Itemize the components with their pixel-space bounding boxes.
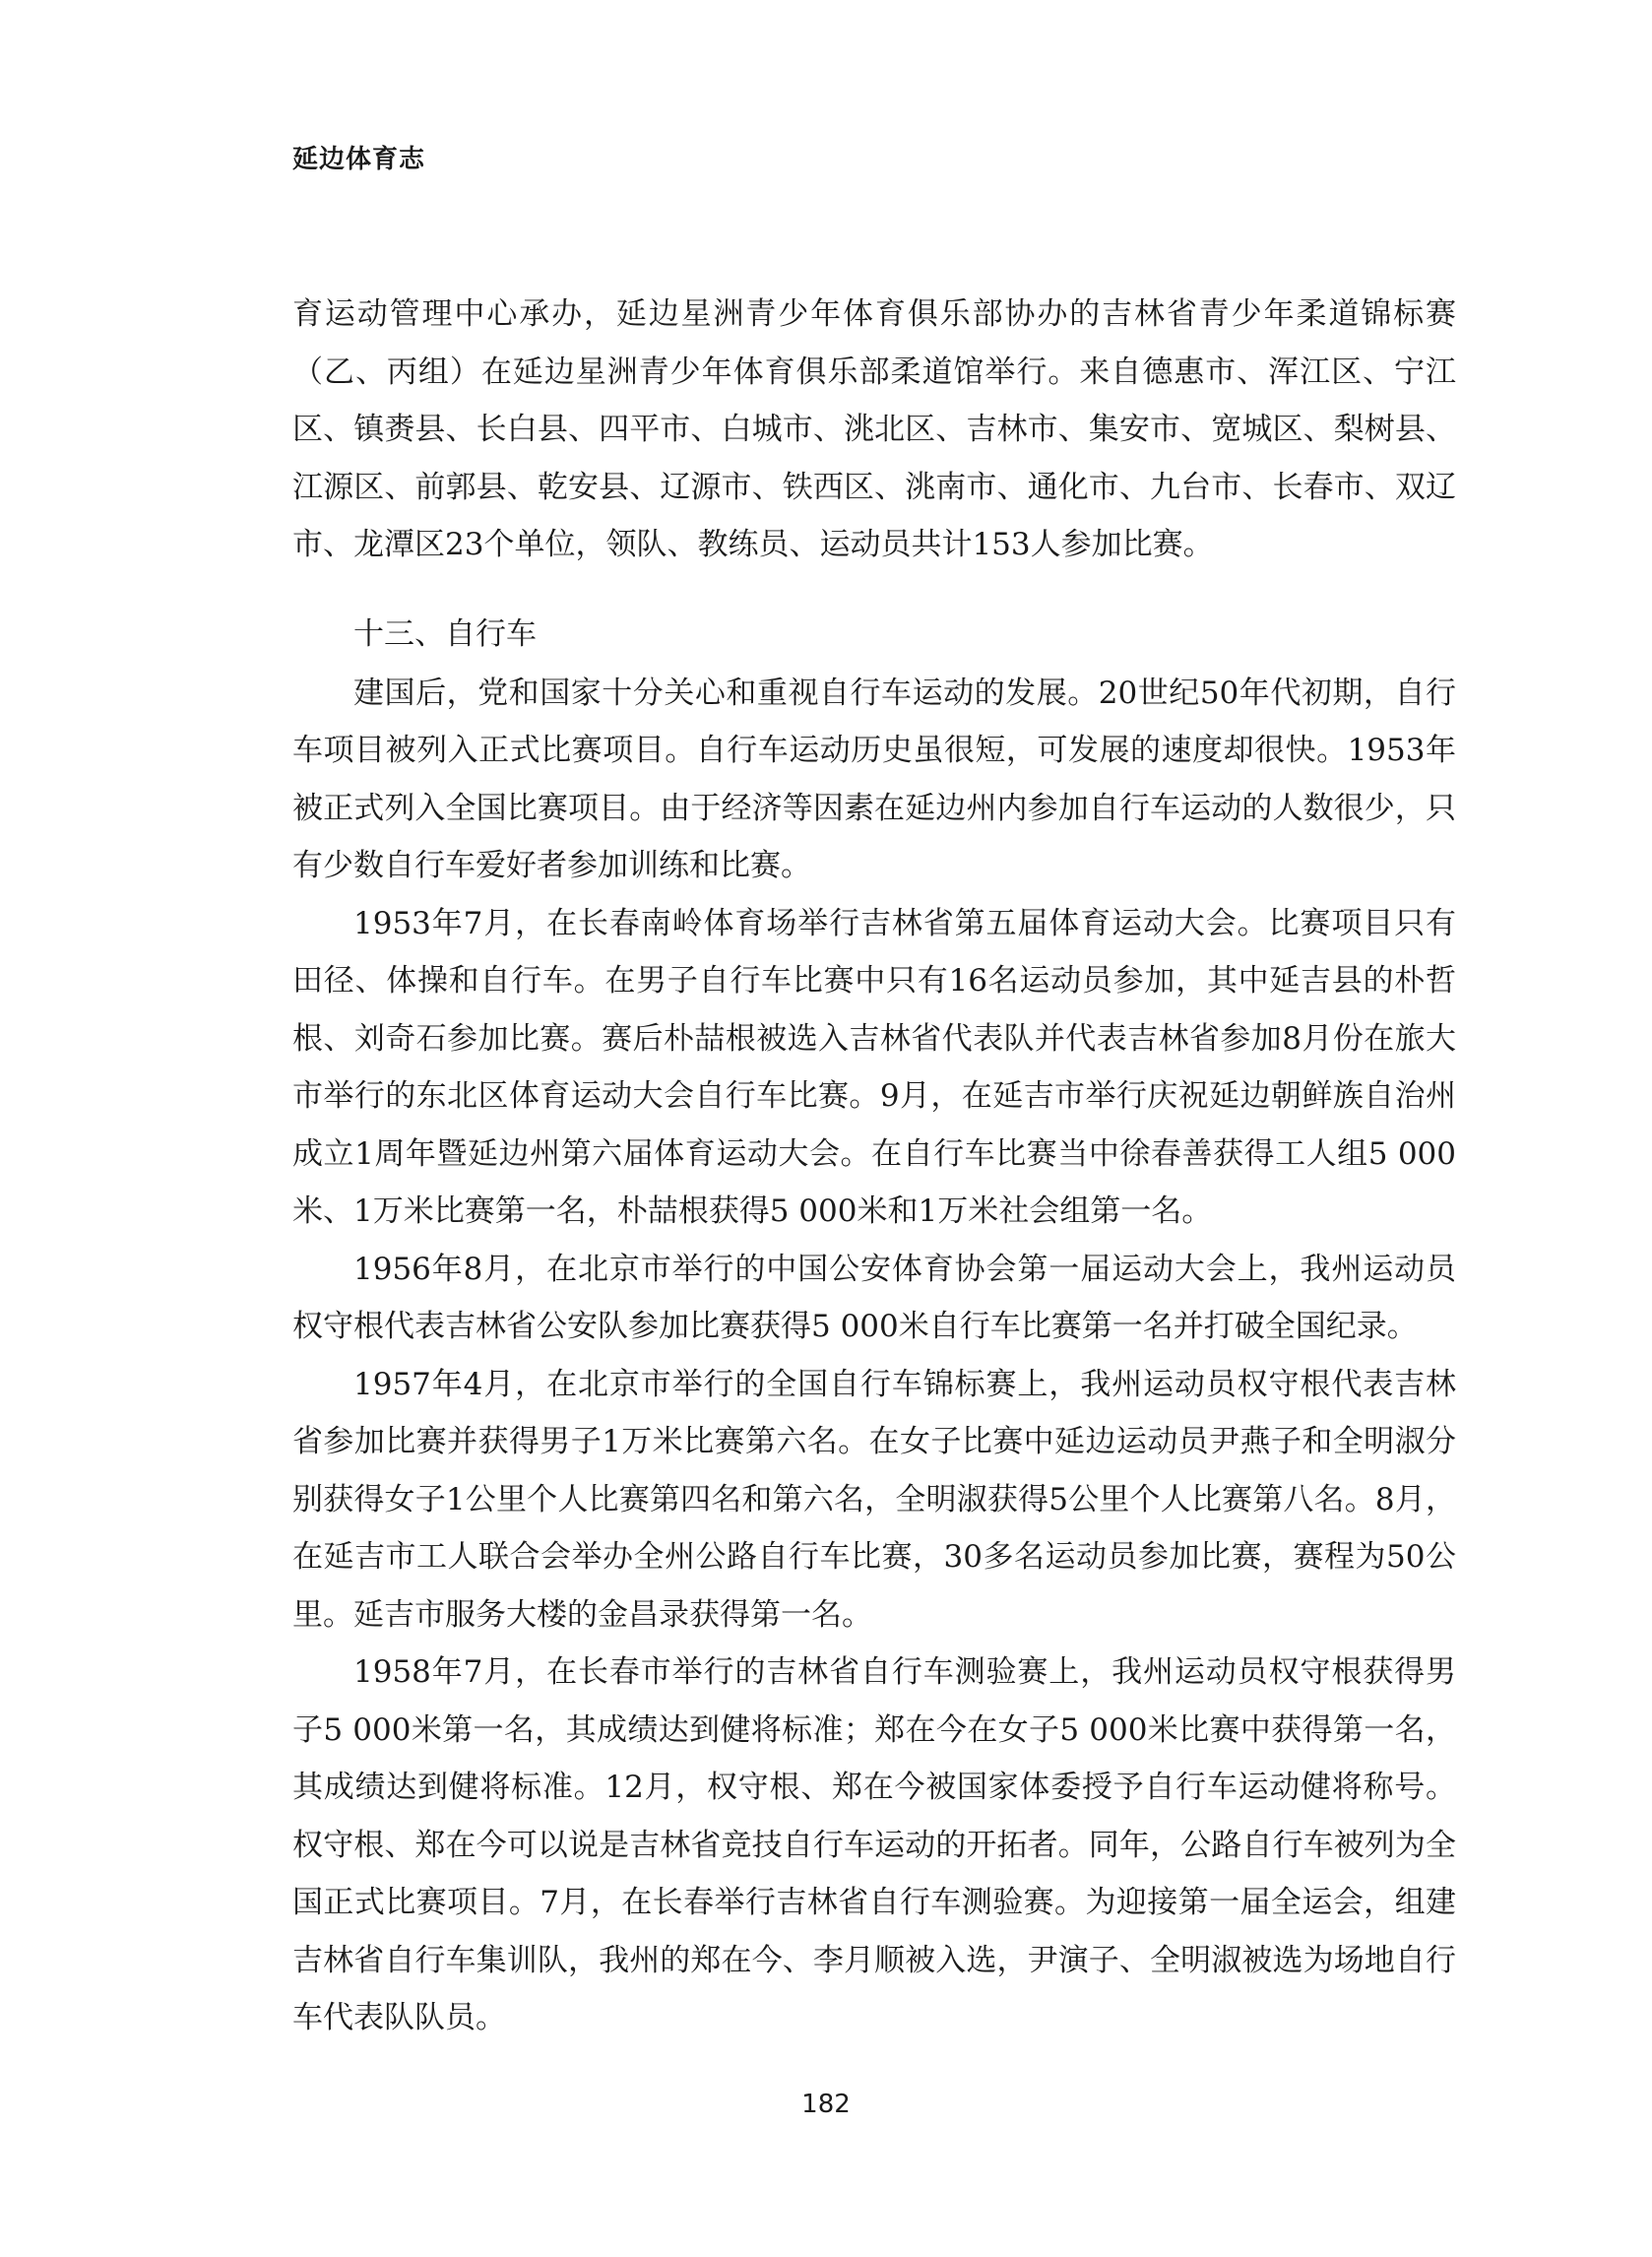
paragraph-2: 1953年7月，在长春南岭体育场举行吉林省第五届体育运动大会。比赛项目只有田径、体操和自行车。在男子自行车比赛中只有16名运动员参加，其中延吉县的朴哲根、刘奇石参加比赛。赛后朴喆根被选入吉林省代表队并代表吉林省参加8月份在旅大市举行的东北区体育运动大会自行车比赛。9月，在延吉市举行庆祝延边朝鲜族自治州成立1周年暨延边州第六届体育运动大会。在自行车比赛当中徐春善获得工人组5 000米、1万米比赛第一名，朴喆根获得5 000米和1万米社会组第一名。 bbox=[292, 905, 1456, 1229]
paragraph-3: 1956年8月，在北京市举行的中国公安体育协会第一届运动大会上，我州运动员权守根代表吉林省公安队参加比赛获得5 000米自行车比赛第一名并打破全国纪录。 bbox=[292, 1251, 1456, 1344]
paragraph-1: 建国后，党和国家十分关心和重视自行车运动的发展。20世纪50年代初期，自行车项目被列入正式比赛项目。自行车运动历史虽很短，可发展的速度却很快。1953年被正式列入全国比赛项目。由于经济等因素在延边州内参加自行车运动的人数很少，只有少数自行车爱好者参加训练和比赛。 bbox=[292, 675, 1456, 883]
intro-paragraph: 育运动管理中心承办，延边星洲青少年体育俱乐部协办的吉林省青少年柔道锦标赛（乙、丙组）在延边星洲青少年体育俱乐部柔道馆举行。来自德惠市、浑江区、宁江区、镇赉县、长白县、四平市、白城市、洮北区、吉林市、集安市、宽城区、梨树县、江源区、前郭县、乾安县、辽源市、铁西区、洮南市、通化市、九台市、长春市、双辽市、龙潭区23个单位，领队、教练员、运动员共计153人参加比赛。 bbox=[292, 296, 1456, 562]
paragraph-5: 1958年7月，在长春市举行的吉林省自行车测验赛上，我州运动员权守根获得男子5 000米第一名，其成绩达到健将标准；郑在今在女子5 000米比赛中获得第一名，其成绩达到健将标准。12月，权守根、郑在今被国家体委授予自行车运动健将称号。权守根、郑在今可以说是吉林省竞技自行车运动的开拓者。同年，公路自行车被列为全国正式比赛项目。7月，在长春举行吉林省自行车测验赛。为迎接第一届全运会，组建吉林省自行车集训队，我州的郑在今、李月顺被入选，尹演子、全明淑被选为场地自行车代表队队员。 bbox=[292, 1654, 1456, 2035]
paragraph-4: 1957年4月，在北京市举行的全国自行车锦标赛上，我州运动员权守根代表吉林省参加比赛并获得男子1万米比赛第六名。在女子比赛中延边运动员尹燕子和全明淑分别获得女子1公里个人比赛第四名和第六名，全明淑获得5公里个人比赛第八名。8月，在延吉市工人联合会举办全州公路自行车比赛，30多名运动员参加比赛，赛程为50公里。延吉市服务大楼的金昌录获得第一名。 bbox=[292, 1366, 1456, 1633]
running-header: 延边体育志 bbox=[292, 145, 426, 174]
section-heading: 十三、自行车 bbox=[353, 615, 537, 652]
page-number: 182 bbox=[801, 2090, 851, 2119]
body-text bbox=[292, 286, 1456, 2047]
